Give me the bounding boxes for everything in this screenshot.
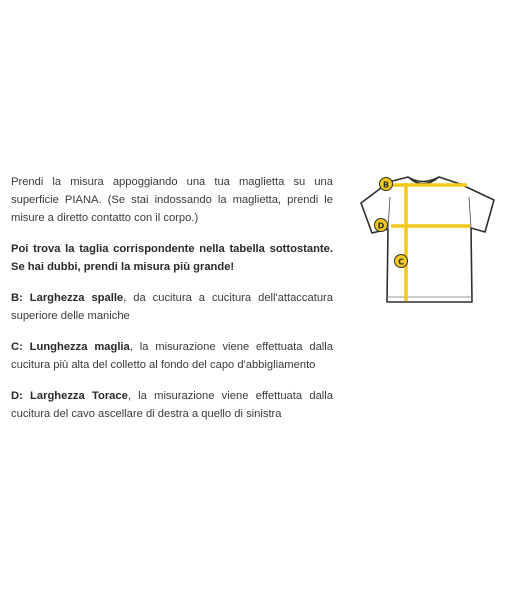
size-guide-text xyxy=(11,173,333,436)
marker-c-label: C xyxy=(398,257,404,267)
measure-shoulder-label: B: Larghezza spalle xyxy=(11,292,124,305)
measure-chest-text: , la misurazione viene effettuata dalla cucitura del cavo ascellare di destra a quello di sinistra xyxy=(11,389,333,421)
measure-length-label: C: Lunghezza maglia xyxy=(11,340,130,353)
tshirt-measurement-diagram xyxy=(353,173,503,308)
marker-d xyxy=(375,219,388,232)
size-advice-paragraph: Poi trova la taglia corrispondente nella tabella sottostante. Se hai dubbi, prendi la misura più grande! xyxy=(11,243,333,274)
measure-chest-label: D: Larghezza Torace xyxy=(11,389,128,402)
marker-b xyxy=(380,178,393,191)
measure-shoulder-paragraph xyxy=(11,289,333,325)
marker-b-label: B xyxy=(382,180,390,190)
tshirt-measurement-icon xyxy=(353,173,503,308)
tshirt-outline xyxy=(361,177,494,302)
marker-c xyxy=(395,255,408,268)
measure-length-text: , la misurazione viene effettuata dalla cucitura più alta del colletto al fondo del capo d'abbigliamento xyxy=(11,340,333,372)
marker-d-label: D xyxy=(377,221,385,231)
measure-length-paragraph xyxy=(11,338,333,374)
measure-shoulder-text: , da cucitura a cucitura dell'attaccatura superiore delle maniche xyxy=(11,292,333,323)
measure-chest-paragraph xyxy=(11,387,333,423)
intro-paragraph: Prendi la misura appoggiando una tua maglietta su una superficie PIANA. (Se stai indossando la maglietta, prendi le misure a diretto contatto con il corpo.) xyxy=(11,176,333,225)
